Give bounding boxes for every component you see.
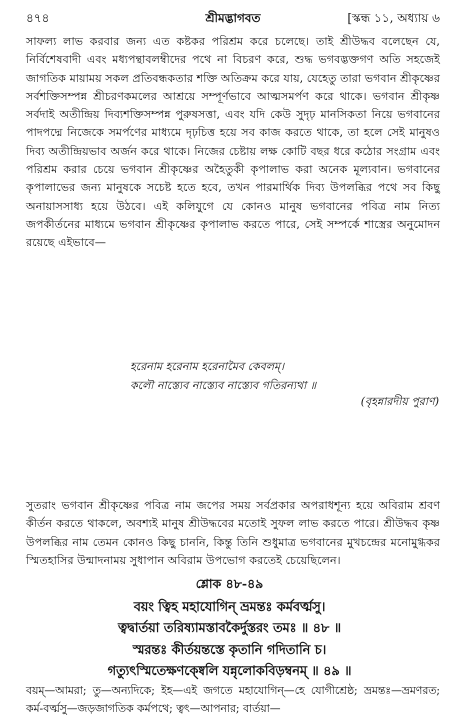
sloka-line-4: গত্যুৎস্মিতেক্ষণক্ষ্বেলি যন্নৃলোকবিড়ম্বনম্ ॥ ৪৯ ॥ [107, 663, 352, 679]
sloka-heading: শ্লোক ৪৮-৪৯ [195, 576, 264, 591]
purport-paragraph-2: সুতরাং ভগবান শ্রীকৃষ্ণের পবিত্র নাম জপের সময় সর্বপ্রকার অপরাধশূন্য হয়ে অবিরাম শ্রবণ কীর্তন করতে থাকলে, অবশ্যই মানুষ শ্রীউদ্ধবের মতোই সুফল লাভ করতে পারে। শ্রীউদ্ধব কৃষ্ণ উপলব্ধির নাম তেমন কোনও কিছু চাননি, কিন্তু তিনি শুধুমাত্র ভগবানের মুখচন্দ্রের মনোমুগ্ধকর স্মিতহাসির উন্মাদনাময় সুধাপান অবিরাম উপভোগ করতেই চেয়েছিলেন। [26, 499, 440, 567]
word-synonyms: বয়ম্—আমরা; তু—অন্যদিকে; ইহ—এই জগতে মহাযোগিন্—হে যোগীশ্রেষ্ঠ; ভ্রমন্তঃ—ভ্রমণরত; কর্ম-বর্ত্মসু—জড়জাগতিক কর্মপথে; ত্বৎ—আপনার; বার্তয়া— [26, 684, 440, 715]
sloka-line-3: স্মরন্তঃ কীর্তয়ন্তস্তে কৃতানি গদিতানি চ। [132, 642, 327, 658]
sloka-text [0, 597, 459, 682]
purport-paragraph-1: সাফল্য লাভ করবার জন্য এত কষ্টকর পরিশ্রম করে চলেছে। তাই শ্রীউদ্ধব বলেছেন যে, নির্বিশেষবাদী এবং মধ্যপন্থাবলম্বীদের পথে না বিচরণ করে, শুদ্ধ ভগবদ্ভক্তগণ অতি সহজেই জাগতিক মায়াময় সকল প্রতিবন্ধকতার শক্তি অতিক্রম করে যায়, যেহেতু তারা ভগবান শ্রীকৃষ্ণের সর্বশক্তিসম্পন্ন শ্রীচরণকমলের আশ্রয়ে সম্পূর্ণভাবে আত্মসমর্পণ করে থাকে। ভগবান শ্রীকৃষ্ণ সর্বদাই অতীন্দ্রিয় দিব্যশক্তিসম্পন্ন পুরুষসত্তা, এবং যদি কেউ সুদৃঢ় মানসিকতা নিয়ে ভগবানের পাদপদ্মে নিজেকে সমর্পণের মাধ্যমে দৃঢ়চিত্ত হয়ে সব কাজ করতে থাকে, তা হলে সেই মানুষও দিব্য অতীন্দ্রিয়ভাব অর্জন করে থাকে। নিজের চেষ্টায় লক্ষ কোটি বছর ধরে কঠোর সংগ্রাম এবং পরিশ্রম করার চেয়ে ভগবান শ্রীকৃষ্ণের অহৈতুকী কৃপালাভ করা অনেক মূল্যবান। ভগবানের কৃপালাভের জন্য মানুষকে সচেষ্ট হতে হবে, তখন পারমার্থিক দিব্য উপলব্ধির পথে সব কিছু অনায়াসসাধ্য হয়ে উঠবে। এই কলিযুগে যে কোনও মানুষ ভগবানের পবিত্র নাম নিত্য জপকীর্তনের মাধ্যমে ভগবান শ্রীকৃষ্ণের কৃপালাভ করতে পারে, সেই সম্পর্কে শাস্ত্রের অনুমোদন রয়েছে এইভাবে— [26, 35, 440, 250]
chapter-reference: [স্কন্ধ ১১, অধ্যায় ৬ [347, 11, 440, 25]
book-title: শ্রীমদ্ভাগবত [205, 11, 261, 25]
quoted-verse-source: (বৃহন্নারদীয় পুরাণ) [360, 395, 439, 408]
quoted-verse [130, 357, 316, 395]
quoted-verse-line-2: কলৌ নাস্ত্যেব নাস্ত্যেব নাস্ত্যেব গতিরন্যথা ॥ [130, 379, 317, 392]
quoted-verse-line-1: হরেনাম হরেনাম হরেনামৈব কেবলম্। [130, 360, 285, 373]
page-number: ৪৭৪ [26, 11, 50, 25]
page-header [26, 8, 440, 30]
sloka-line-2: ত্বদ্বার্তয়া তরিষ্যামস্তাবকৈর্দুস্তরং তমঃ ॥ ৪৮ ॥ [118, 621, 341, 637]
sloka-line-1: বয়ং ত্বিহ মহাযোগিন্ ভ্রমন্তঃ কর্মবর্ত্মসু। [133, 600, 326, 615]
